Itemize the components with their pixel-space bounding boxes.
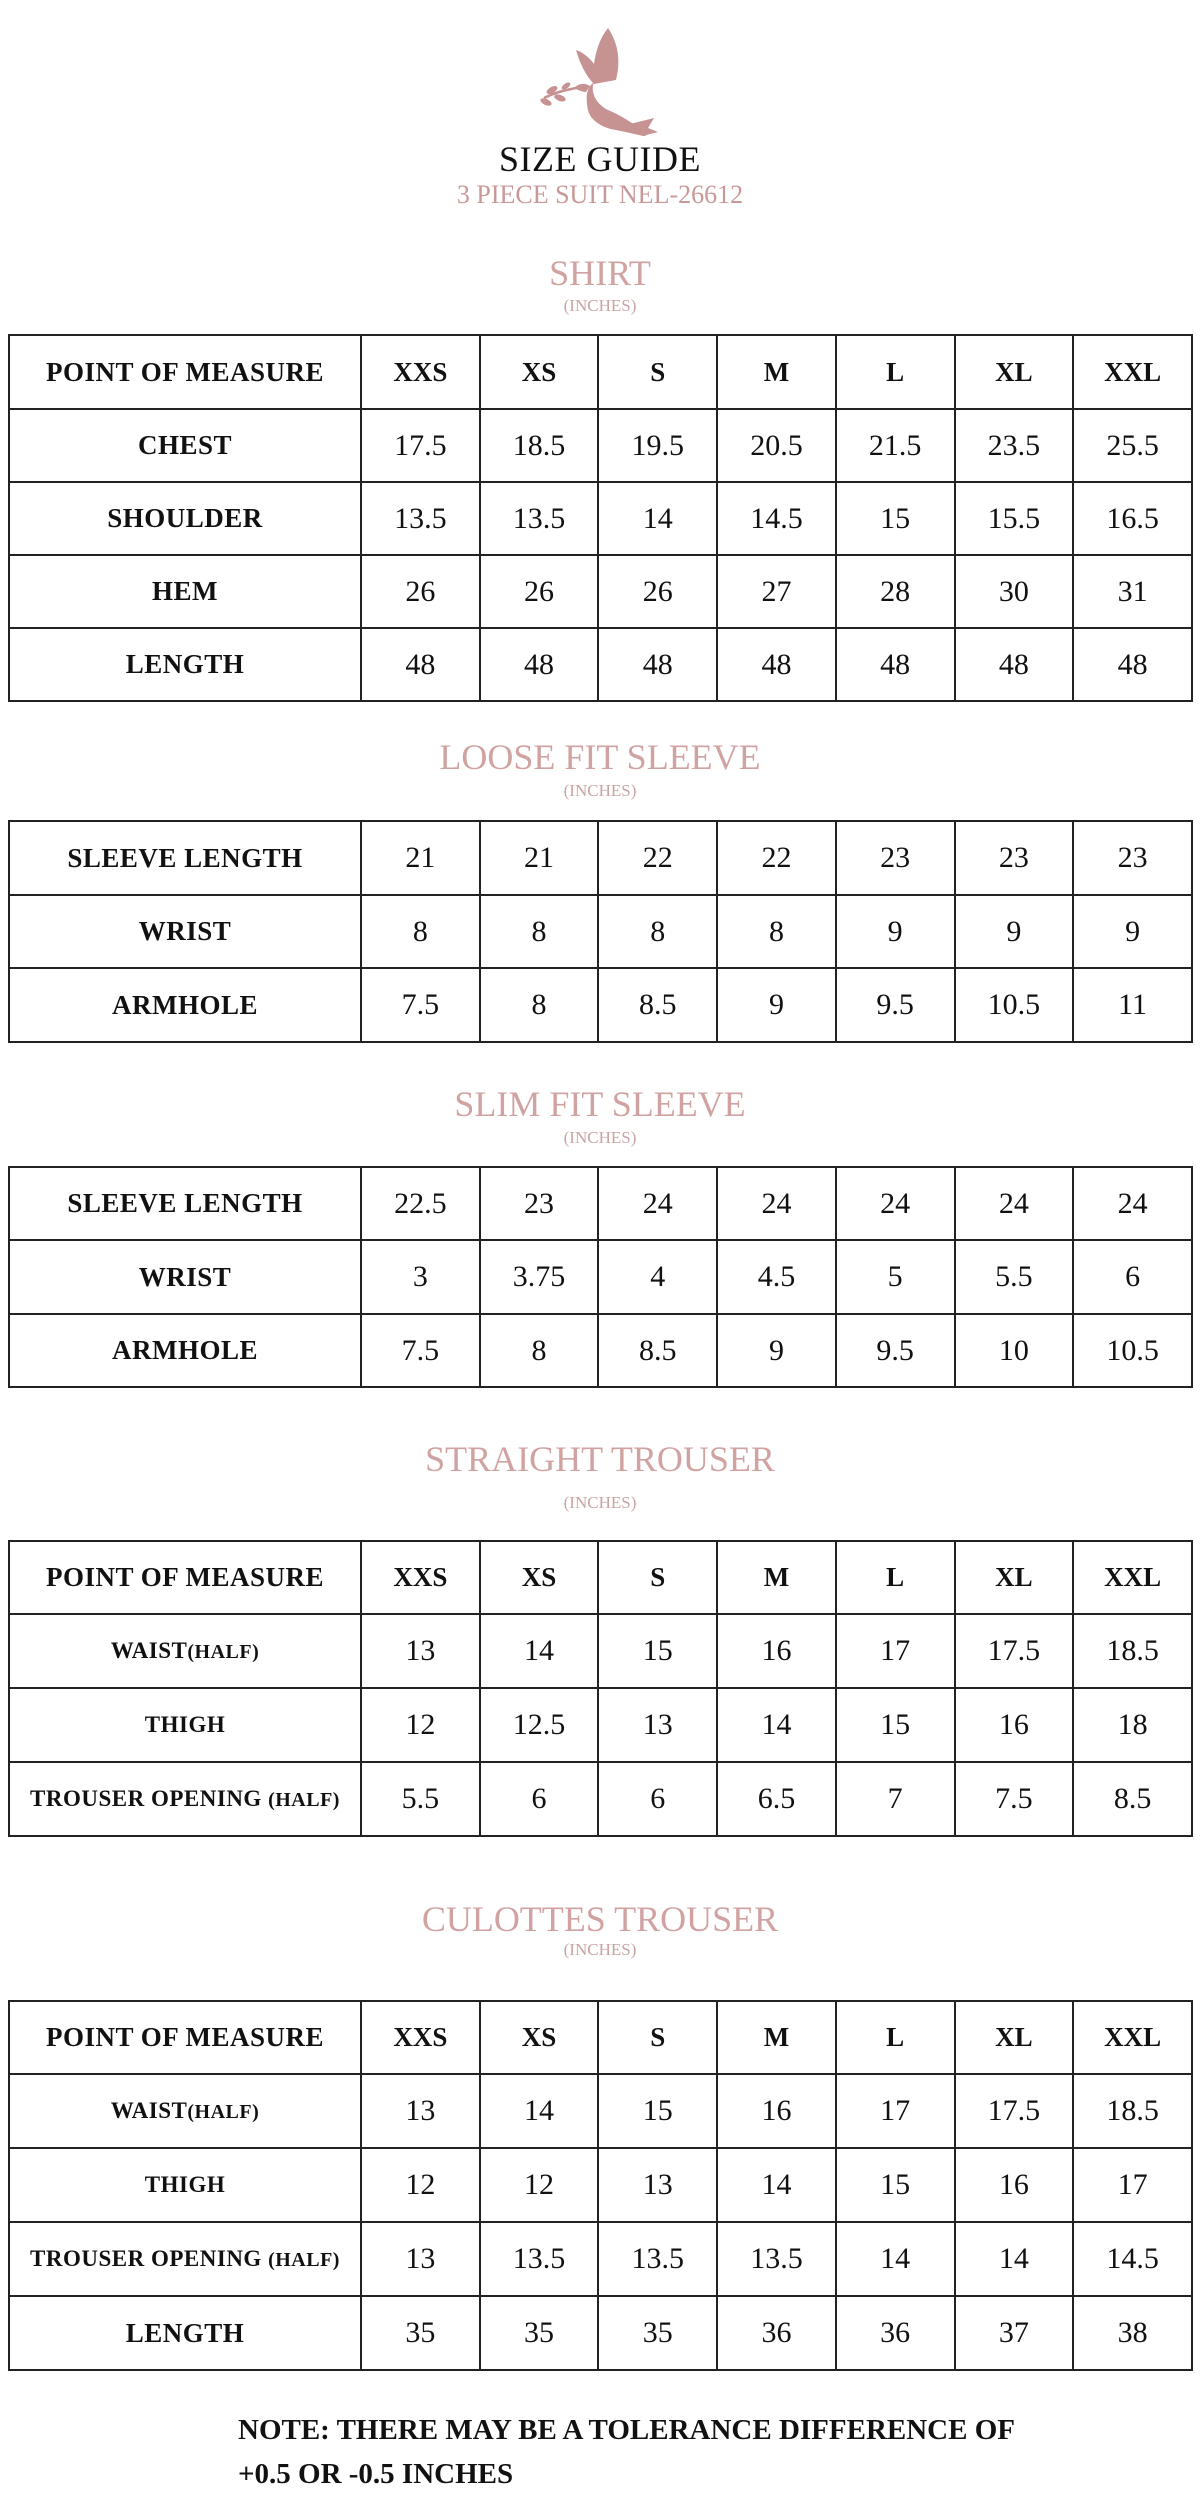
culottes-trouser-section-title: CULOTTES TROUSER [421, 1899, 779, 1939]
product-subtitle: 3 PIECE SUIT NEL-26612 [456, 180, 744, 209]
value-cell: 8.5 [598, 1314, 717, 1387]
table-row [9, 482, 1192, 555]
header-cell: M [717, 335, 836, 409]
value-cell: 17 [836, 2074, 955, 2148]
value-cell: 16 [717, 1614, 836, 1688]
loose-sleeve-section-title: LOOSE FIT SLEEVE [439, 737, 761, 777]
value-cell: 28 [836, 555, 955, 628]
header-cell: XXL [1073, 2001, 1192, 2074]
value-cell: 15 [598, 1614, 717, 1688]
culottes-trouser-unit-label: (INCHES) [563, 1940, 637, 1959]
row-label: CHEST [9, 409, 361, 482]
value-cell: 18.5 [1073, 2074, 1192, 2148]
value-cell: 8 [480, 895, 599, 968]
slim-sleeve-unit-label: (INCHES) [563, 1128, 637, 1147]
row-label: WRIST [9, 895, 361, 968]
value-cell: 48 [836, 628, 955, 701]
header-cell: L [836, 1541, 955, 1614]
value-cell: 14 [480, 1614, 599, 1688]
value-cell: 17.5 [955, 1614, 1074, 1688]
value-cell: 17 [1073, 2148, 1192, 2222]
value-cell: 23.5 [955, 409, 1074, 482]
value-cell: 26 [361, 555, 480, 628]
value-cell: 23 [955, 821, 1074, 895]
shirt-section-title: SHIRT [549, 253, 651, 293]
value-cell: 35 [480, 2296, 599, 2370]
value-cell: 24 [955, 1167, 1074, 1240]
value-cell: 15 [836, 1688, 955, 1762]
row-label: WRIST [9, 1240, 361, 1314]
value-cell: 24 [717, 1167, 836, 1240]
value-cell: 21 [361, 821, 480, 895]
shirt-size-table [8, 334, 1193, 702]
value-cell: 48 [1073, 628, 1192, 701]
value-cell: 48 [955, 628, 1074, 701]
value-cell: 16.5 [1073, 482, 1192, 555]
value-cell: 13.5 [480, 2222, 599, 2296]
value-cell: 4.5 [717, 1240, 836, 1314]
straight-trouser-section-title: STRAIGHT TROUSER [425, 1439, 775, 1479]
row-label: HEM [9, 555, 361, 628]
value-cell: 48 [480, 628, 599, 701]
value-cell: 9 [717, 968, 836, 1042]
value-cell: 26 [598, 555, 717, 628]
straight-trouser-unit-label: (INCHES) [563, 1493, 637, 1512]
header-cell: XXS [361, 2001, 480, 2074]
value-cell: 37 [955, 2296, 1074, 2370]
value-cell: 3 [361, 1240, 480, 1314]
table-row [9, 1762, 1192, 1836]
slim-sleeve-size-table [8, 1166, 1193, 1388]
header-cell: M [717, 1541, 836, 1614]
value-cell: 11 [1073, 968, 1192, 1042]
header-cell: XXL [1073, 1541, 1192, 1614]
value-cell: 36 [836, 2296, 955, 2370]
value-cell: 24 [836, 1167, 955, 1240]
value-cell: 30 [955, 555, 1074, 628]
value-cell: 25.5 [1073, 409, 1192, 482]
value-cell: 9.5 [836, 968, 955, 1042]
table-row [9, 2222, 1192, 2296]
value-cell: 8.5 [1073, 1762, 1192, 1836]
table-row [9, 968, 1192, 1042]
table-row [9, 895, 1192, 968]
value-cell: 16 [717, 2074, 836, 2148]
value-cell: 17.5 [955, 2074, 1074, 2148]
value-cell: 13.5 [480, 482, 599, 555]
straight-trouser-size-table [8, 1540, 1193, 1837]
row-label: WAIST(HALF) [9, 1614, 361, 1688]
value-cell: 21 [480, 821, 599, 895]
header-cell: L [836, 335, 955, 409]
row-label: ARMHOLE [9, 968, 361, 1042]
row-label: THIGH [9, 1688, 361, 1762]
value-cell: 24 [1073, 1167, 1192, 1240]
value-cell: 14 [836, 2222, 955, 2296]
value-cell: 17 [836, 1614, 955, 1688]
value-cell: 48 [598, 628, 717, 701]
value-cell: 14.5 [1073, 2222, 1192, 2296]
value-cell: 13.5 [598, 2222, 717, 2296]
value-cell: 19.5 [598, 409, 717, 482]
value-cell: 23 [836, 821, 955, 895]
value-cell: 8.5 [598, 968, 717, 1042]
header-cell: XL [955, 1541, 1074, 1614]
value-cell: 13 [361, 2074, 480, 2148]
value-cell: 15.5 [955, 482, 1074, 555]
value-cell: 14 [955, 2222, 1074, 2296]
value-cell: 8 [480, 968, 599, 1042]
value-cell: 14.5 [717, 482, 836, 555]
row-label: SLEEVE LENGTH [9, 1167, 361, 1240]
value-cell: 4 [598, 1240, 717, 1314]
table-row [9, 1240, 1192, 1314]
value-cell: 13 [598, 1688, 717, 1762]
slim-sleeve-section-title: SLIM FIT SLEEVE [454, 1084, 746, 1124]
value-cell: 36 [717, 2296, 836, 2370]
value-cell: 38 [1073, 2296, 1192, 2370]
header-cell: POINT OF MEASURE [9, 2001, 361, 2074]
value-cell: 35 [361, 2296, 480, 2370]
note-line-1: NOTE: THERE MAY BE A TOLERANCE DIFFERENCE OF [238, 2414, 1015, 2446]
value-cell: 10 [955, 1314, 1074, 1387]
value-cell: 13 [361, 2222, 480, 2296]
value-cell: 35 [598, 2296, 717, 2370]
table-row [9, 821, 1192, 895]
value-cell: 22 [598, 821, 717, 895]
page-title: SIZE GUIDE [499, 139, 701, 179]
table-row [9, 2148, 1192, 2222]
value-cell: 15 [598, 2074, 717, 2148]
table-row [9, 555, 1192, 628]
value-cell: 5.5 [955, 1240, 1074, 1314]
value-cell: 16 [955, 2148, 1074, 2222]
value-cell: 6 [480, 1762, 599, 1836]
table-row [9, 628, 1192, 701]
value-cell: 12.5 [480, 1688, 599, 1762]
row-label: THIGH [9, 2148, 361, 2222]
table-row [9, 1314, 1192, 1387]
value-cell: 8 [717, 895, 836, 968]
header-cell: XS [480, 1541, 599, 1614]
tolerance-note [238, 2408, 1015, 2496]
value-cell: 24 [598, 1167, 717, 1240]
header-cell: S [598, 335, 717, 409]
row-label: WAIST(HALF) [9, 2074, 361, 2148]
header-cell: XXS [361, 335, 480, 409]
table-row [9, 1614, 1192, 1688]
row-label: SLEEVE LENGTH [9, 821, 361, 895]
value-cell: 16 [955, 1688, 1074, 1762]
table-row [9, 2074, 1192, 2148]
value-cell: 9 [1073, 895, 1192, 968]
value-cell: 14 [717, 1688, 836, 1762]
value-cell: 13 [598, 2148, 717, 2222]
value-cell: 12 [480, 2148, 599, 2222]
loose-sleeve-size-table [8, 820, 1193, 1043]
value-cell: 23 [480, 1167, 599, 1240]
value-cell: 5 [836, 1240, 955, 1314]
value-cell: 6.5 [717, 1762, 836, 1836]
culottes-trouser-size-table [8, 2000, 1193, 2371]
value-cell: 20.5 [717, 409, 836, 482]
value-cell: 9 [717, 1314, 836, 1387]
header-cell: XL [955, 2001, 1074, 2074]
table-row [9, 2296, 1192, 2370]
header-cell: S [598, 1541, 717, 1614]
header-cell: POINT OF MEASURE [9, 335, 361, 409]
value-cell: 15 [836, 2148, 955, 2222]
value-cell: 10.5 [955, 968, 1074, 1042]
value-cell: 48 [717, 628, 836, 701]
header-cell: XXL [1073, 335, 1192, 409]
value-cell: 18.5 [1073, 1614, 1192, 1688]
table-header-row [9, 1541, 1192, 1614]
table-row [9, 1167, 1192, 1240]
dove-logo-icon [530, 20, 670, 145]
row-label: SHOULDER [9, 482, 361, 555]
table-row [9, 1688, 1192, 1762]
shirt-unit-label: (INCHES) [563, 296, 637, 315]
value-cell: 22.5 [361, 1167, 480, 1240]
value-cell: 18 [1073, 1688, 1192, 1762]
header-cell: L [836, 2001, 955, 2074]
value-cell: 48 [361, 628, 480, 701]
row-label: LENGTH [9, 628, 361, 701]
value-cell: 9.5 [836, 1314, 955, 1387]
value-cell: 7.5 [361, 968, 480, 1042]
value-cell: 31 [1073, 555, 1192, 628]
table-header-row [9, 2001, 1192, 2074]
value-cell: 8 [361, 895, 480, 968]
value-cell: 9 [955, 895, 1074, 968]
value-cell: 7.5 [955, 1762, 1074, 1836]
value-cell: 7.5 [361, 1314, 480, 1387]
loose-sleeve-unit-label: (INCHES) [563, 781, 637, 800]
value-cell: 26 [480, 555, 599, 628]
header-cell: XS [480, 335, 599, 409]
value-cell: 23 [1073, 821, 1192, 895]
value-cell: 15 [836, 482, 955, 555]
value-cell: 12 [361, 1688, 480, 1762]
value-cell: 13 [361, 1614, 480, 1688]
row-label: ARMHOLE [9, 1314, 361, 1387]
value-cell: 3.75 [480, 1240, 599, 1314]
value-cell: 13.5 [717, 2222, 836, 2296]
header-cell: XS [480, 2001, 599, 2074]
table-row [9, 409, 1192, 482]
value-cell: 6 [1073, 1240, 1192, 1314]
header-cell: XL [955, 335, 1074, 409]
header-cell: S [598, 2001, 717, 2074]
row-label: TROUSER OPENING (HALF) [9, 1762, 361, 1836]
value-cell: 9 [836, 895, 955, 968]
header-cell: M [717, 2001, 836, 2074]
value-cell: 14 [480, 2074, 599, 2148]
value-cell: 6 [598, 1762, 717, 1836]
value-cell: 27 [717, 555, 836, 628]
value-cell: 13.5 [361, 482, 480, 555]
value-cell: 17.5 [361, 409, 480, 482]
value-cell: 21.5 [836, 409, 955, 482]
table-header-row [9, 335, 1192, 409]
value-cell: 12 [361, 2148, 480, 2222]
value-cell: 8 [598, 895, 717, 968]
value-cell: 14 [598, 482, 717, 555]
value-cell: 7 [836, 1762, 955, 1836]
row-label: LENGTH [9, 2296, 361, 2370]
header-cell: XXS [361, 1541, 480, 1614]
header-cell: POINT OF MEASURE [9, 1541, 361, 1614]
value-cell: 14 [717, 2148, 836, 2222]
row-label: TROUSER OPENING (HALF) [9, 2222, 361, 2296]
value-cell: 8 [480, 1314, 599, 1387]
value-cell: 10.5 [1073, 1314, 1192, 1387]
value-cell: 22 [717, 821, 836, 895]
value-cell: 18.5 [480, 409, 599, 482]
note-line-2: +0.5 OR -0.5 INCHES [238, 2458, 514, 2490]
value-cell: 5.5 [361, 1762, 480, 1836]
